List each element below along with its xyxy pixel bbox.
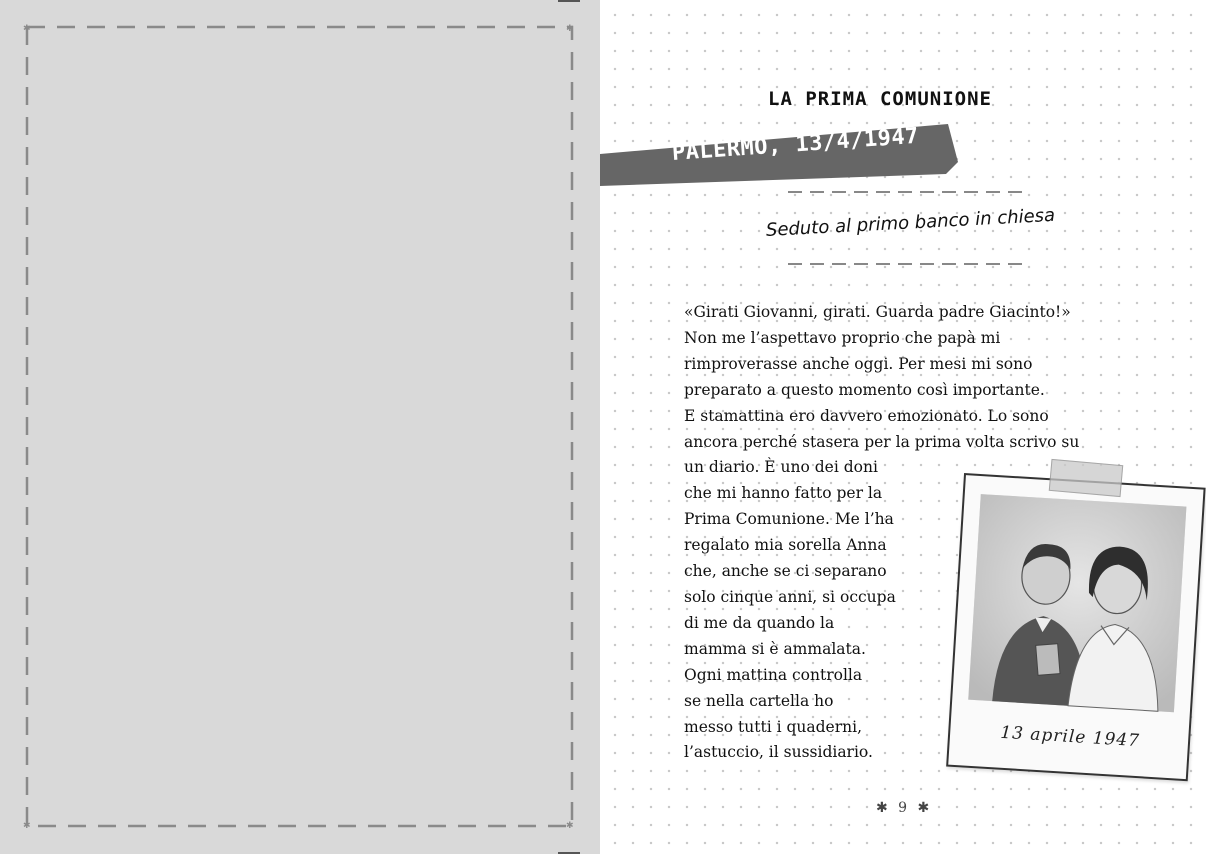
diary-line: Non me l’aspettavo proprio che papà mi [684,328,1001,347]
diary-line: regalato mia sorella Anna [684,536,887,555]
photo-image-siblings [968,494,1186,712]
diary-line: rimproverasse anche oggi. Per mesi mi sono [684,354,1033,373]
svg-text:✱: ✱ [566,821,574,831]
diary-line: di me da quando la [684,613,835,632]
entry-subtitle: Seduto al primo banco in chiesa [765,204,1056,241]
polaroid-photo [946,473,1201,777]
diary-line: E stamattina ero davvero emozionato. Lo sono [684,406,1049,425]
diary-line: mamma si è ammalata. [684,639,866,658]
diary-line: Ogni mattina controlla [684,665,863,684]
diary-line: solo cinque anni, si occupa [684,587,896,606]
svg-text:✱: ✱ [566,24,574,34]
dashed-frame [23,24,574,831]
tape-strip [1049,459,1124,497]
spine-mark-top [558,0,580,2]
diary-line: «Girati Giovanni, girati. Guarda padre Giacinto!» [684,303,1071,321]
photo-caption: 13 aprile 1947 [999,722,1141,752]
place-date-label: PALERMO, 13/4/1947 [671,123,920,166]
diary-line: preparato a questo momento così importante. [684,380,1045,399]
diary-line: Prima Comunione. Me l’ha [684,510,894,529]
subtitle-dashes-bottom [788,262,1028,266]
diary-line: se nella cartella ho [684,691,834,710]
svg-text:✱: ✱ [23,821,31,831]
chapter-title: LA PRIMA COMUNIONE [768,88,992,110]
svg-text:✱: ✱ [23,24,31,34]
diary-line: l’astuccio, il sussidiario. [684,743,873,762]
photo-frame [946,473,1205,781]
page-number: ✱ 9 ✱ [876,800,933,816]
diary-line: ancora perché stasera per la prima volta scrivo su [684,432,1080,451]
subtitle-dashes-top [788,190,1028,194]
diary-line: che, anche se ci separano [684,562,887,581]
right-page-diary [600,0,1200,854]
diary-line: un diario. È uno dei doni [684,458,878,477]
diary-line: messo tutti i quaderni, [684,717,862,736]
left-page-blank [0,0,600,854]
diary-line: che mi hanno fatto per la [684,484,883,503]
